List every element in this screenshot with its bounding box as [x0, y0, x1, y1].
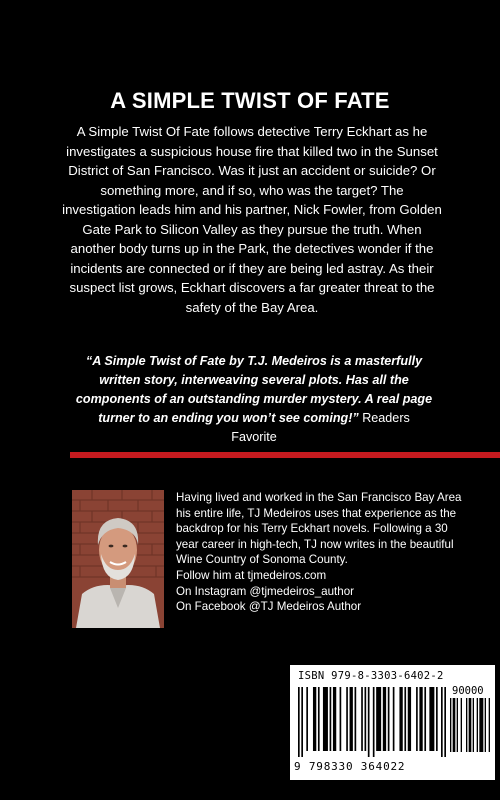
barcode-bar — [318, 687, 320, 751]
barcode-bar — [350, 687, 353, 751]
barcode-bar — [436, 687, 438, 751]
barcode-bar — [461, 698, 462, 752]
barcode-bar — [479, 698, 483, 752]
barcode-digits: 9 798330 364022 — [294, 760, 406, 773]
barcode-bars — [298, 687, 446, 757]
barcode-bar — [340, 687, 342, 751]
barcode-bar — [346, 687, 348, 751]
barcode-bar — [365, 687, 367, 751]
author-bio — [176, 490, 466, 615]
barcode-bar — [441, 687, 443, 757]
barcode-bar — [306, 687, 308, 751]
barcode-bar — [424, 687, 426, 751]
barcode-bar — [383, 687, 386, 751]
red-divider — [70, 452, 500, 458]
barcode-bar — [330, 687, 332, 751]
barcode-bar — [469, 698, 472, 752]
barcode-bar — [373, 687, 375, 757]
book-blurb: A Simple Twist Of Fate follows detective Terry Eckhart as he investigates a suspicious house fire that killed two in the Sunset District of San Francisco. Was it just an accident or suicide? Or something more, and if so, who was the target? The investigation leads him and his partner, Nick Fowler, from Golden Gate Park to Silicon Valley as they pursue the truth. When another body turns up in the Park, the detectives wonder if the incidents are connected or if they are being led astray. As their suspect list grows, Eckhart discovers a far greater threat to the safety of the Bay Area. — [62, 124, 442, 315]
barcode-bar — [408, 687, 411, 751]
barcode-bar — [489, 698, 490, 752]
isbn-label: ISBN 979-8-3303-6402-2 — [298, 670, 444, 682]
barcode-bar — [393, 687, 395, 751]
barcode-bar — [361, 687, 363, 751]
barcode-bar — [450, 698, 451, 752]
barcode-bar — [419, 687, 422, 751]
author-instagram: On Instagram @tjmedeiros_author — [176, 584, 355, 598]
barcode-bar — [313, 687, 316, 751]
barcode-bar — [323, 687, 328, 751]
barcode-bar — [453, 698, 456, 752]
barcode-bar — [301, 687, 303, 757]
barcode-bar — [477, 698, 478, 752]
barcode-bar — [399, 687, 402, 751]
barcode-bar — [444, 687, 446, 757]
barcode-bar — [376, 687, 381, 751]
barcode-bar — [485, 698, 486, 752]
barcode-bar — [298, 687, 300, 757]
barcode-bar — [404, 687, 406, 751]
author-portrait-image — [72, 490, 164, 628]
barcode-bar — [416, 687, 418, 751]
review-quote — [74, 352, 434, 447]
review-quote-text: “A Simple Twist of Fate by T.J. Medeiros is a masterfully written story, interweaving several plots. Has all the components of an outstanding murder mystery. A real page turner to an ending you won’t see coming!” — [75, 354, 433, 425]
author-website: Follow him at tjmedeiros.com — [176, 568, 327, 582]
book-title: A SIMPLE TWIST OF FATE — [110, 88, 390, 113]
barcode-bar — [368, 687, 370, 757]
barcode-bar — [355, 687, 357, 751]
isbn-barcode — [290, 665, 495, 780]
barcode-bar — [466, 698, 467, 752]
author-facebook: On Facebook @TJ Medeiros Author — [176, 600, 362, 614]
barcode-bar — [333, 687, 336, 751]
author-photo — [72, 490, 164, 628]
price-code: 90000 — [452, 685, 484, 697]
barcode-bar — [429, 687, 434, 751]
barcode-addon-bars — [450, 698, 490, 758]
barcode-bar — [457, 698, 458, 752]
review-source: Readers Favorite — [231, 411, 410, 444]
barcode-bar — [473, 698, 474, 752]
author-bio-text: Having lived and worked in the San Francisco Bay Area his entire life, TJ Medeiros uses that experience as the backdrop for his Terry Eckhart novels. Following a 30 year career in high-tech, TJ now writes in the beautiful Wine Country of Sonoma County. — [176, 491, 462, 567]
barcode-bar — [388, 687, 390, 751]
